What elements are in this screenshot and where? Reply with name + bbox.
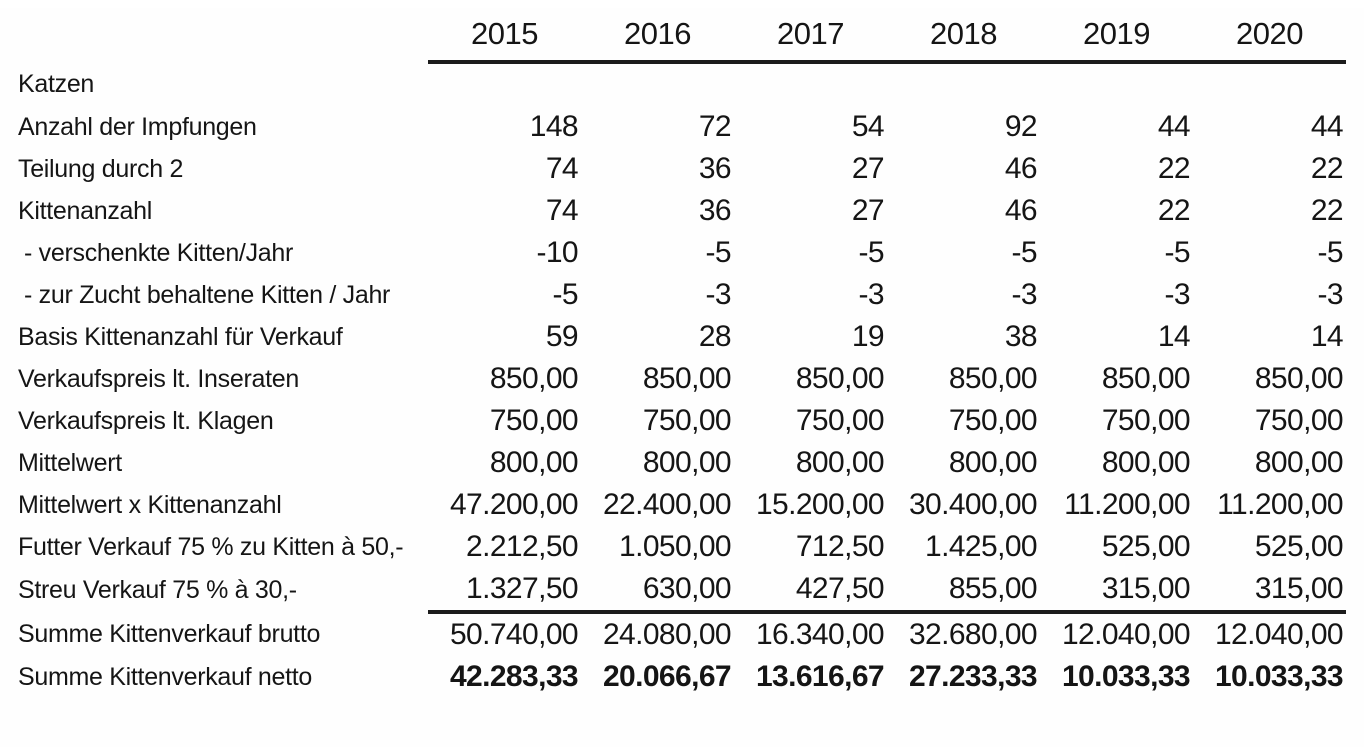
cell-value: 800,00 bbox=[642, 446, 731, 479]
cell-value: 74 bbox=[545, 194, 578, 227]
row-label: - verschenkte Kitten/Jahr bbox=[24, 238, 294, 267]
row-label: Kittenanzahl bbox=[18, 196, 152, 225]
table-row bbox=[14, 568, 1346, 612]
table-row bbox=[14, 612, 1346, 656]
cell-value: 15.200,00 bbox=[755, 488, 884, 521]
row-label: Summe Kittenverkauf netto bbox=[18, 662, 313, 691]
cell-value: 427,50 bbox=[734, 568, 887, 612]
cell-value bbox=[887, 62, 1040, 106]
cell-value: -3 bbox=[1317, 278, 1343, 311]
cell-value: 315,00 bbox=[1193, 568, 1346, 612]
cell-value: 750,00 bbox=[642, 404, 731, 437]
cell-value: 20.066,67 bbox=[602, 660, 731, 693]
cell-value bbox=[1040, 62, 1193, 106]
cell-value: 1.050,00 bbox=[619, 530, 731, 563]
cell-value: 850,00 bbox=[948, 362, 1037, 395]
cell-value: 59 bbox=[545, 320, 578, 353]
row-label: - zur Zucht behaltene Kitten / Jahr bbox=[24, 280, 391, 309]
cell-value: 44 bbox=[1310, 110, 1343, 143]
year-header-2016: 2016 bbox=[581, 8, 734, 62]
cell-value: 750,00 bbox=[948, 404, 1037, 437]
cell-value: 16.340,00 bbox=[755, 618, 884, 651]
cell-value bbox=[581, 62, 734, 106]
cell-value: 630,00 bbox=[581, 568, 734, 612]
cell-value: -5 bbox=[858, 236, 884, 269]
cell-value: 14 bbox=[1310, 320, 1343, 353]
row-label: Anzahl der Impfungen bbox=[18, 112, 257, 141]
table-row bbox=[14, 148, 1346, 190]
row-label: Teilung durch 2 bbox=[18, 154, 184, 183]
table-row bbox=[14, 274, 1346, 316]
cell-value: 148 bbox=[529, 110, 578, 143]
cell-value: 525,00 bbox=[1101, 530, 1190, 563]
year-header-2015: 2015 bbox=[428, 8, 581, 62]
table-row bbox=[14, 358, 1346, 400]
cell-value: -10 bbox=[536, 236, 578, 269]
cell-value: 28 bbox=[698, 320, 731, 353]
cell-value: 36 bbox=[698, 152, 731, 185]
cell-value: 750,00 bbox=[1254, 404, 1343, 437]
cell-value: 1.425,00 bbox=[925, 530, 1037, 563]
table-row bbox=[14, 484, 1346, 526]
cell-value: 46 bbox=[1004, 152, 1037, 185]
cell-value: 525,00 bbox=[1254, 530, 1343, 563]
cell-value: -5 bbox=[705, 236, 731, 269]
row-label: Verkaufspreis lt. Inseraten bbox=[18, 364, 299, 393]
row-label: Basis Kittenanzahl für Verkauf bbox=[18, 322, 343, 351]
cell-value: 800,00 bbox=[489, 446, 578, 479]
cell-value: 855,00 bbox=[887, 568, 1040, 612]
cell-value: 712,50 bbox=[795, 530, 884, 563]
table-row bbox=[14, 400, 1346, 442]
cell-value: 24.080,00 bbox=[602, 618, 731, 651]
table-row bbox=[14, 232, 1346, 274]
cell-value: 72 bbox=[698, 110, 731, 143]
table-body bbox=[14, 62, 1346, 698]
cell-value: 1.327,50 bbox=[428, 568, 581, 612]
cell-value: -5 bbox=[552, 278, 578, 311]
cell-value: 750,00 bbox=[795, 404, 884, 437]
table-row bbox=[14, 106, 1346, 148]
cell-value: 27 bbox=[851, 152, 884, 185]
year-header-row bbox=[14, 8, 1346, 62]
year-header-2020: 2020 bbox=[1193, 8, 1346, 62]
cell-value: 30.400,00 bbox=[908, 488, 1037, 521]
year-header-2019: 2019 bbox=[1040, 8, 1193, 62]
table-row bbox=[14, 316, 1346, 358]
cell-value: -5 bbox=[1164, 236, 1190, 269]
cell-value: 74 bbox=[545, 152, 578, 185]
cell-value: 850,00 bbox=[795, 362, 884, 395]
cell-value: 800,00 bbox=[1101, 446, 1190, 479]
header-corner-blank bbox=[14, 8, 428, 62]
cell-value: 11.200,00 bbox=[1217, 488, 1343, 521]
cell-value: 800,00 bbox=[795, 446, 884, 479]
cell-value: 44 bbox=[1157, 110, 1190, 143]
table-row bbox=[14, 442, 1346, 484]
cell-value: 11.200,00 bbox=[1064, 488, 1190, 521]
cell-value: -3 bbox=[1164, 278, 1190, 311]
row-label: Mittelwert x Kittenanzahl bbox=[18, 490, 282, 519]
cell-value: 19 bbox=[851, 320, 884, 353]
row-label: Katzen bbox=[18, 69, 95, 98]
cell-value: 800,00 bbox=[948, 446, 1037, 479]
cell-value: 46 bbox=[1004, 194, 1037, 227]
cell-value: 27 bbox=[851, 194, 884, 227]
cell-value: 750,00 bbox=[1101, 404, 1190, 437]
cell-value: -3 bbox=[1011, 278, 1037, 311]
cell-value: 850,00 bbox=[642, 362, 731, 395]
cell-value bbox=[734, 62, 887, 106]
cell-value: 47.200,00 bbox=[449, 488, 578, 521]
year-header-2017: 2017 bbox=[734, 8, 887, 62]
cell-value: 22.400,00 bbox=[602, 488, 731, 521]
kitten-sales-table bbox=[14, 8, 1346, 698]
row-label: Mittelwert bbox=[18, 448, 122, 477]
cell-value: 22 bbox=[1310, 152, 1343, 185]
table-row bbox=[14, 526, 1346, 568]
cell-value: 27.233,33 bbox=[908, 660, 1037, 693]
cell-value bbox=[428, 62, 581, 106]
cell-value: 850,00 bbox=[1254, 362, 1343, 395]
cell-value: 92 bbox=[1004, 110, 1037, 143]
cell-value: 10.033,33 bbox=[1214, 660, 1343, 693]
cell-value: 850,00 bbox=[489, 362, 578, 395]
cell-value: 800,00 bbox=[1254, 446, 1343, 479]
cell-value: 850,00 bbox=[1101, 362, 1190, 395]
cell-value: 315,00 bbox=[1040, 568, 1193, 612]
cell-value: 14 bbox=[1157, 320, 1190, 353]
cell-value: 2.212,50 bbox=[466, 530, 578, 563]
row-label: Verkaufspreis lt. Klagen bbox=[18, 406, 274, 435]
cell-value: 10.033,33 bbox=[1061, 660, 1190, 693]
cell-value: 12.040,00 bbox=[1061, 618, 1190, 651]
cell-value: 22 bbox=[1310, 194, 1343, 227]
row-label: Streu Verkauf 75 % à 30,- bbox=[18, 575, 297, 604]
cell-value: 22 bbox=[1157, 152, 1190, 185]
cell-value: -3 bbox=[858, 278, 884, 311]
scanned-page bbox=[0, 8, 1364, 747]
cell-value: 54 bbox=[851, 110, 884, 143]
cell-value: 750,00 bbox=[489, 404, 578, 437]
row-label: Summe Kittenverkauf brutto bbox=[18, 619, 321, 648]
table-row bbox=[14, 62, 1346, 106]
table-row bbox=[14, 656, 1346, 698]
cell-value: -5 bbox=[1011, 236, 1037, 269]
cell-value: 12.040,00 bbox=[1214, 618, 1343, 651]
cell-value: 22 bbox=[1157, 194, 1190, 227]
cell-value: 38 bbox=[1004, 320, 1037, 353]
cell-value: 36 bbox=[698, 194, 731, 227]
cell-value bbox=[1193, 62, 1346, 106]
row-label: Futter Verkauf 75 % zu Kitten à 50,- bbox=[18, 532, 404, 561]
year-header-2018: 2018 bbox=[887, 8, 1040, 62]
cell-value: 42.283,33 bbox=[449, 660, 578, 693]
cell-value: -5 bbox=[1317, 236, 1343, 269]
cell-value: -3 bbox=[705, 278, 731, 311]
cell-value: 50.740,00 bbox=[449, 618, 578, 651]
cell-value: 13.616,67 bbox=[755, 660, 884, 693]
table-row bbox=[14, 190, 1346, 232]
cell-value: 32.680,00 bbox=[908, 618, 1037, 651]
